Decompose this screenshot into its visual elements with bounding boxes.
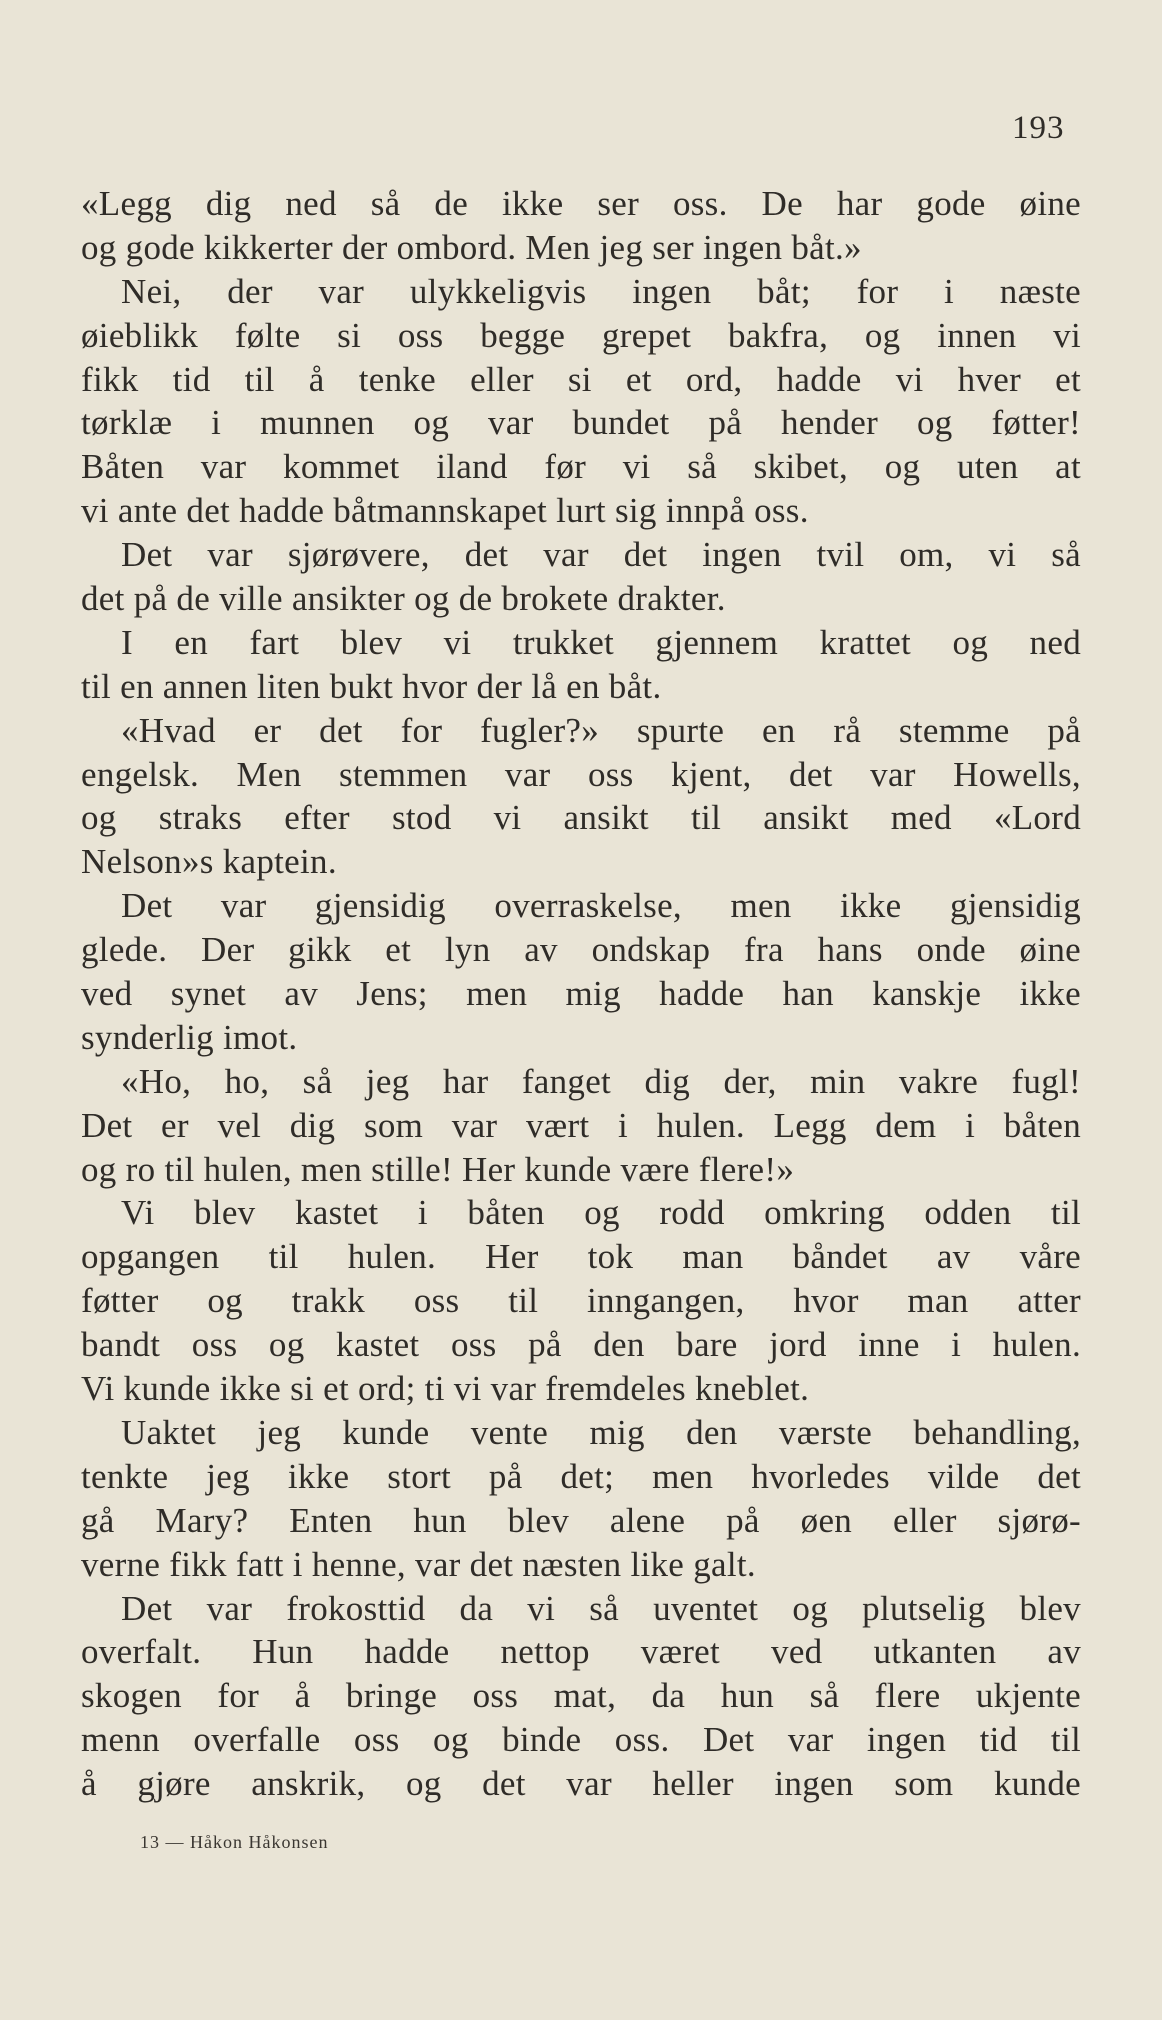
- text-line: engelsk. Men stemmen var oss kjent, det var Howells,: [81, 754, 1081, 794]
- text-line: glede. Der gikk et lyn av ondskap fra hans onde øine: [81, 930, 1081, 970]
- page-number: 193: [1012, 110, 1065, 146]
- text-line: og ro til hulen, men stille! Her kunde være flere!»: [81, 1149, 795, 1189]
- text-line: og gode kikkerter der ombord. Men jeg ser ingen båt.»: [81, 227, 862, 267]
- text-line: bandt oss og kastet oss på den bare jord inne i hulen.: [81, 1325, 1081, 1365]
- text-line: øieblikk følte si oss begge grepet bakfra, og innen vi: [81, 315, 1081, 355]
- text-line: til en annen liten bukt hvor der lå en båt.: [81, 666, 662, 706]
- text-line: Uaktet jeg kunde vente mig den værste behandling,: [121, 1412, 1081, 1452]
- text-line: Nelson»s kaptein.: [81, 842, 337, 882]
- text-line: Det var frokosttid da vi så uventet og plutselig blev: [121, 1588, 1081, 1628]
- body-text: [81, 182, 1081, 1806]
- text-line: overfalt. Hun hadde nettop været ved utkanten av: [81, 1632, 1081, 1672]
- text-line: menn overfalle oss og binde oss. Det var ingen tid til: [81, 1720, 1081, 1760]
- text-line: det på de ville ansikter og de brokete drakter.: [81, 579, 726, 619]
- text-line: Det var sjørøvere, det var det ingen tvil om, vi så: [121, 535, 1081, 575]
- text-line: I en fart blev vi trukket gjennem krattet og ned: [121, 622, 1081, 662]
- text-line: opgangen til hulen. Her tok man båndet av våre: [81, 1237, 1081, 1277]
- text-line: «Hvad er det for fugler?» spurte en rå stemme på: [121, 710, 1081, 750]
- text-line: Det var gjensidig overraskelse, men ikke gjensidig: [121, 886, 1081, 926]
- text-line: tenkte jeg ikke stort på det; men hvorledes vilde det: [81, 1456, 1081, 1496]
- text-line: og straks efter stod vi ansikt til ansikt med «Lord: [81, 798, 1081, 838]
- footer-signature: 13 — Håkon Håkonsen: [140, 1832, 329, 1852]
- text-line: «Legg dig ned så de ikke ser oss. De har gode øine: [81, 184, 1081, 223]
- text-line: tørklæ i munnen og var bundet på hender og føtter!: [81, 403, 1081, 443]
- text-line: skogen for å bringe oss mat, da hun så flere ukjente: [81, 1676, 1081, 1716]
- text-line: ved synet av Jens; men mig hadde han kanskje ikke: [81, 974, 1081, 1014]
- text-line: Vi blev kastet i båten og rodd omkring odden til: [121, 1193, 1081, 1233]
- text-line: verne fikk fatt i henne, var det næsten like galt.: [81, 1544, 756, 1584]
- text-line: Det er vel dig som var vært i hulen. Legg dem i båten: [81, 1105, 1081, 1145]
- text-line: gå Mary? Enten hun blev alene på øen eller sjørø-: [81, 1500, 1081, 1540]
- text-line: føtter og trakk oss til inngangen, hvor man atter: [81, 1281, 1081, 1321]
- text-line: Nei, der var ulykkeligvis ingen båt; for i næste: [121, 271, 1081, 311]
- text-line: fikk tid til å tenke eller si et ord, hadde vi hver et: [81, 359, 1081, 399]
- text-line: vi ante det hadde båtmannskapet lurt sig innpå oss.: [81, 491, 809, 531]
- text-line: å gjøre anskrik, og det var heller ingen som kunde: [81, 1764, 1081, 1804]
- text-line: Vi kunde ikke si et ord; ti vi var fremdeles kneblet.: [81, 1369, 810, 1409]
- text-line: Båten var kommet iland før vi så skibet, og uten at: [81, 447, 1081, 487]
- text-line: «Ho, ho, så jeg har fanget dig der, min vakre fugl!: [121, 1061, 1081, 1101]
- text-line: synderlig imot.: [81, 1017, 298, 1057]
